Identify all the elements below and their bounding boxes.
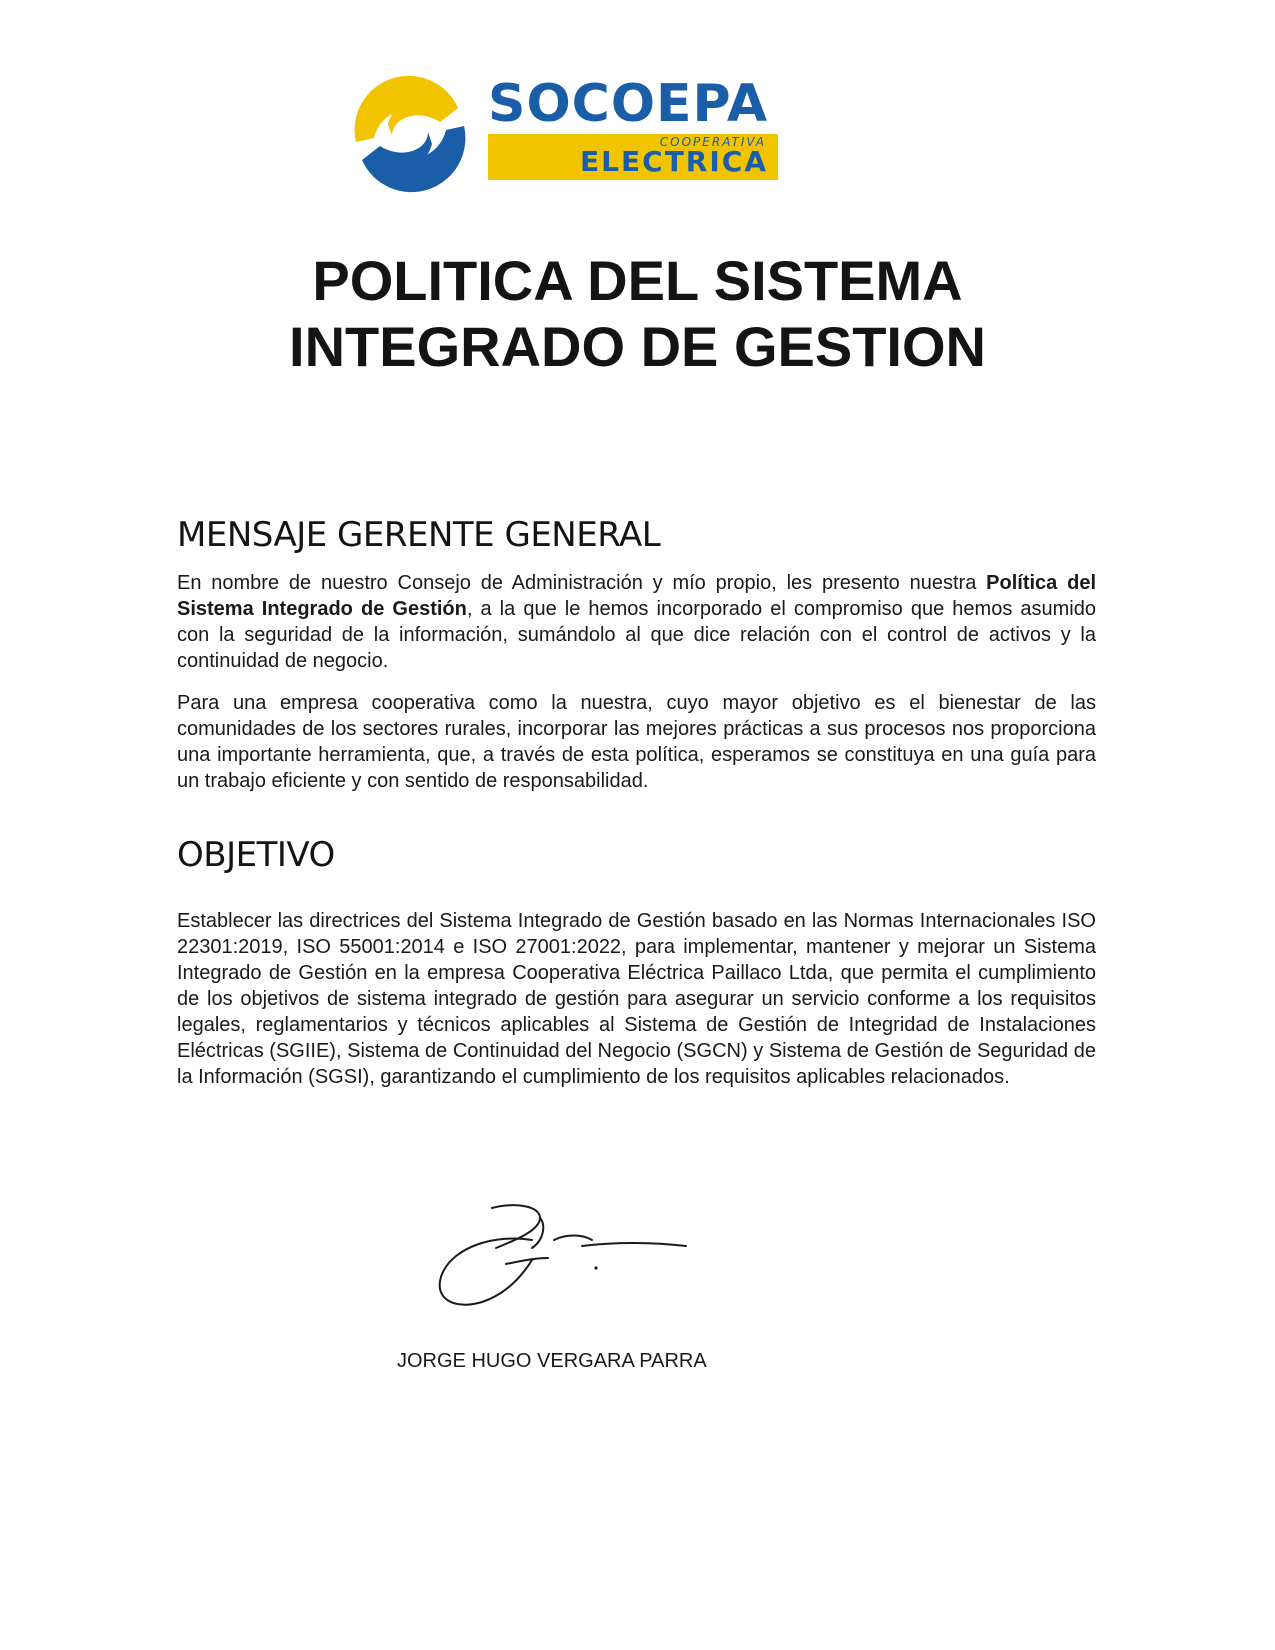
- document-title: [0, 248, 1275, 380]
- message-para1-prefix: En nombre de nuestro Consejo de Administración y mío propio, les presento nuestra: [177, 572, 987, 594]
- logo-emblem-icon: [348, 72, 472, 196]
- signer-name: JORGE HUGO VERGARA PARRA: [397, 1350, 707, 1372]
- title-line-2: INTEGRADO DE GESTION: [289, 315, 986, 378]
- company-logo: [348, 72, 778, 196]
- title-line-1: POLITICA DEL SISTEMA: [312, 249, 963, 312]
- message-para1-suffix: , a la que le hemos incorporado el compromiso que hemos asumido con la seguridad de la información, sumándolo al que dice relación con el control de activos y la continuidad de negocio.: [177, 598, 1096, 672]
- message-paragraph-2: Para una empresa cooperativa como la nuestra, cuyo mayor objetivo es el bienestar de las comunidades de los sectores rurales, incorporar las mejores prácticas a sus procesos nos proporciona una importante herramienta, que, a través de esta política, esperamos se constituya en una guía para un trabajo eficiente y con sentido de responsabilidad.: [177, 692, 1096, 792]
- message-para1-bold: Política del Sistema Integrado de Gestión: [177, 572, 1097, 620]
- objective-heading: OBJETIVO: [177, 835, 335, 875]
- brand-subtitle: COOPERATIVA: [659, 135, 766, 149]
- handwritten-signature: [436, 1200, 706, 1320]
- brand-band: [488, 134, 778, 180]
- message-heading: MENSAJE GERENTE GENERAL: [177, 515, 661, 555]
- brand-name: SOCOEPA: [488, 74, 769, 134]
- objective-paragraph: Establecer las directrices del Sistema Integrado de Gestión basado en las Normas Internacionales ISO 22301:2019, ISO 55001:2014 e ISO 27001:2022, para implementar, mantener y mejorar un Sistema Integrado de Gestión en la empresa Cooperativa Eléctrica Paillaco Ltda, que permita el cumplimiento de los objetivos de sistema integrado de gestión para asegurar un servicio conforme a los requisitos legales, reglamentarios y técnicos aplicables al Sistema de Gestión de Integridad de Instalaciones Eléctricas (SGIIE), Sistema de Continuidad del Negocio (SGCN) y Sistema de Gestión de Seguridad de la Información (SGSI), garantizando el cumplimiento de los requisitos aplicables relacionados.: [177, 910, 1096, 1088]
- message-paragraph-1: [177, 570, 1096, 674]
- brand-type: ELECTRICA: [580, 145, 768, 178]
